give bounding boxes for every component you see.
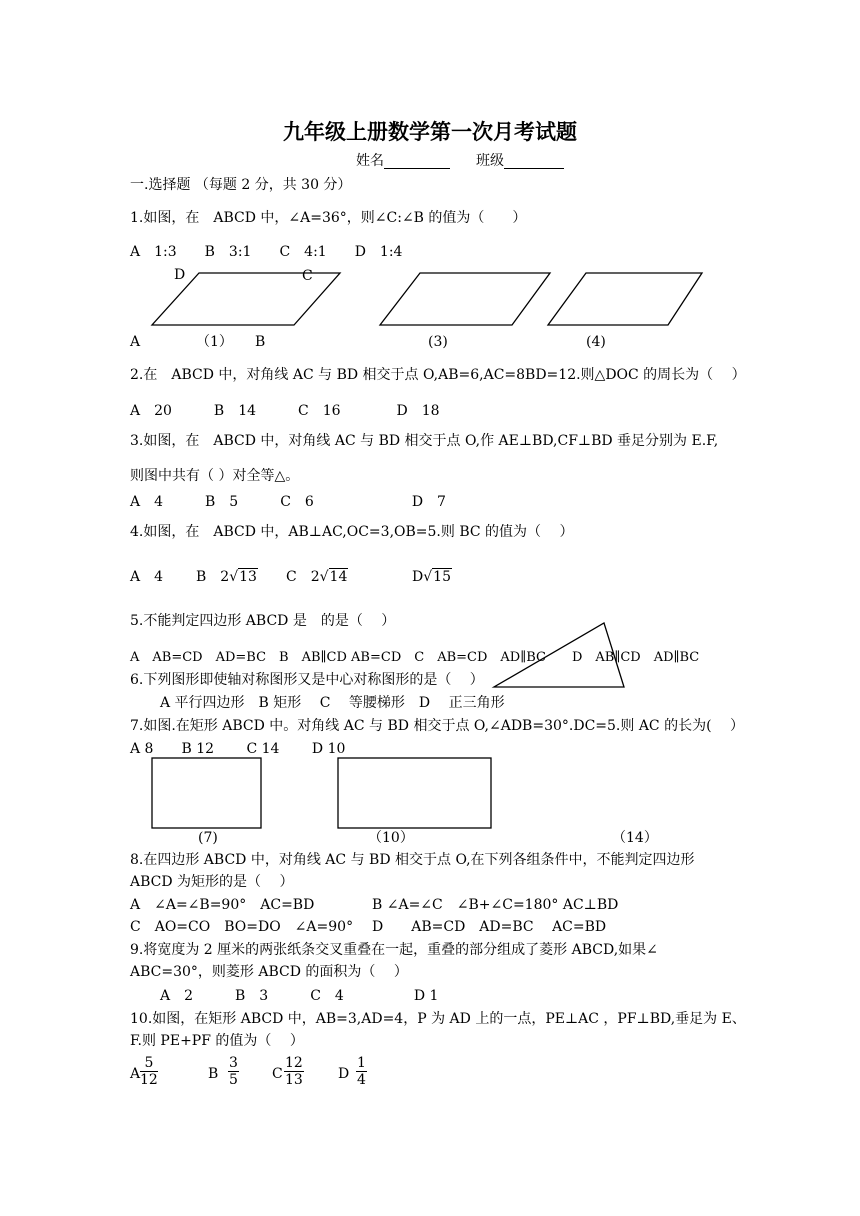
q8-stem-line1: 8.在四边形 ABCD 中，对角线 AC 与 BD 相交于点 O,在下列各组条件中，不能判定四边形 xyxy=(130,852,695,868)
sqrt-symbol: √13 xyxy=(229,569,257,585)
fraction-numerator: 5 xyxy=(140,1055,158,1072)
fig1-label-d: D xyxy=(174,267,186,283)
parallelogram-figure-3 xyxy=(380,273,550,325)
q4-b-prefix: B 2 xyxy=(196,569,230,585)
q3-stem-line1: 3.如图，在 ABCD 中，对角线 AC 与 BD 相交于点 O,作 AE⊥BD,CF⊥BD 垂足分别为 E.F, xyxy=(130,433,719,449)
q9-stem-line2: ABC=30°，则菱形 ABCD 的面积为（ ） xyxy=(130,964,408,980)
q6-options: A 平行四边形 B 矩形 C 等腰梯形 D 正三角形 xyxy=(160,695,505,711)
fig1-label-c: C xyxy=(302,268,313,284)
q4-b-radicand: 13 xyxy=(239,569,257,585)
fraction-denominator: 5 xyxy=(229,1072,238,1088)
q3-stem-line2: 则图中共有（ ）对全等△。 xyxy=(130,468,300,484)
q8-option-a: A ∠A=∠B=90° AC=BD xyxy=(130,897,315,913)
fig1-caption: （1） xyxy=(196,334,233,350)
q4-c-prefix: C 2 xyxy=(286,569,320,585)
page-title: 九年级上册数学第一次月考试题 xyxy=(283,119,577,144)
q8-stem-line2: ABCD 为矩形的是（ ） xyxy=(130,874,294,890)
q7-options: A 8 B 12 C 14 D 10 xyxy=(130,741,346,757)
q9-options: A 2 B 3 C 4 D 1 xyxy=(160,988,439,1004)
q8-option-d: D AB=CD AD=BC AC=BD xyxy=(372,919,607,935)
fraction-numerator: 1 xyxy=(357,1055,366,1071)
fraction-numerator: 12 xyxy=(285,1055,303,1071)
fraction-denominator: 4 xyxy=(357,1072,366,1088)
q10-option-a-letter: A xyxy=(130,1066,141,1082)
q8-option-b: B ∠A=∠C ∠B+∠C=180° AC⊥BD xyxy=(372,897,619,913)
rectangle-figure-7 xyxy=(152,758,261,828)
parallelogram-figure-1 xyxy=(152,273,340,325)
q7-stem: 7.如图.在矩形 ABCD 中。对角线 AC 与 BD 相交于点 O,∠ADB=30°.DC=5.则 AC 的长为( ） xyxy=(130,718,745,734)
q10-option-c-letter: C xyxy=(272,1066,283,1082)
q2-options: A 20 B 14 C 16 D 18 xyxy=(130,403,440,419)
q10-stem-line1: 10.如图，在矩形 ABCD 中，AB=3,AD=4，P 为 AD 上的一点，PE⊥AC ，PF⊥BD,垂足为 E、 xyxy=(130,1011,746,1027)
q3-options: A 4 B 5 C 6 D 7 xyxy=(130,494,446,510)
q6-stem: 6.下列图形即使轴对称图形又是中心对称图形的是（ ） xyxy=(130,672,484,688)
fraction-denominator: 13 xyxy=(285,1072,303,1088)
rectangle-figure-10 xyxy=(338,758,491,828)
q4-d-prefix: D xyxy=(412,569,424,585)
parallelogram-figure-4 xyxy=(548,273,702,325)
fig3-caption: (3) xyxy=(428,334,448,350)
q4-c-radicand: 14 xyxy=(329,569,348,585)
q2-stem: 2.在 ABCD 中，对角线 AC 与 BD 相交于点 O,AB=6,AC=8BD=12.则△DOC 的周长为（ ） xyxy=(130,367,746,383)
q4-stem: 4.如图，在 ABCD 中，AB⊥AC,OC=3,OB=5.则 BC 的值为（ ） xyxy=(130,524,574,540)
fraction-numerator: 3 xyxy=(229,1055,238,1071)
q10-option-d-letter: D xyxy=(338,1066,350,1082)
q10-option-b-letter: B xyxy=(208,1066,219,1082)
fig1-label-b: B xyxy=(255,334,266,350)
section-heading: 一.选择题 （每题 2 分，共 30 分） xyxy=(130,177,352,193)
triangle-figure xyxy=(494,623,624,687)
fig7-caption: (7) xyxy=(198,830,218,846)
q1-stem: 1.如图，在 ABCD 中，∠A=36°，则∠C:∠B 的值为（ ） xyxy=(130,210,527,226)
q8-option-c: C AO=CO BO=DO ∠A=90° xyxy=(130,919,354,935)
q9-stem-line1: 9.将宽度为 2 厘米的两张纸条交叉重叠在一起，重叠的部分组成了菱形 ABCD,如果∠ xyxy=(130,942,658,958)
q10-stem-line2: F.则 PE+PF 的值为（ ） xyxy=(130,1033,304,1049)
q5-stem: 5.不能判定四边形 ABCD 是 的是（ ） xyxy=(130,613,396,629)
fig4-caption: (4) xyxy=(586,334,606,350)
q4-option-a: A 4 xyxy=(130,569,164,585)
sqrt-symbol: √14 xyxy=(319,569,348,585)
fig1-label-a: A xyxy=(130,334,141,350)
q5-options: A AB=CD AD=BC B AB∥CD AB=CD C AB=CD AD∥BC D AB∥CD AD∥BC xyxy=(130,650,700,665)
fraction-denominator: 12 xyxy=(140,1072,158,1088)
name-label: 姓名 xyxy=(356,153,384,169)
fig14-caption: （14） xyxy=(612,830,658,846)
q1-options: A 1:3 B 3:1 C 4:1 D 1:4 xyxy=(130,244,403,260)
class-label: 班级 xyxy=(476,153,504,169)
sqrt-symbol: √15 xyxy=(423,569,451,585)
fig10-caption: （10） xyxy=(368,830,414,846)
q4-d-radicand: 15 xyxy=(433,569,451,585)
